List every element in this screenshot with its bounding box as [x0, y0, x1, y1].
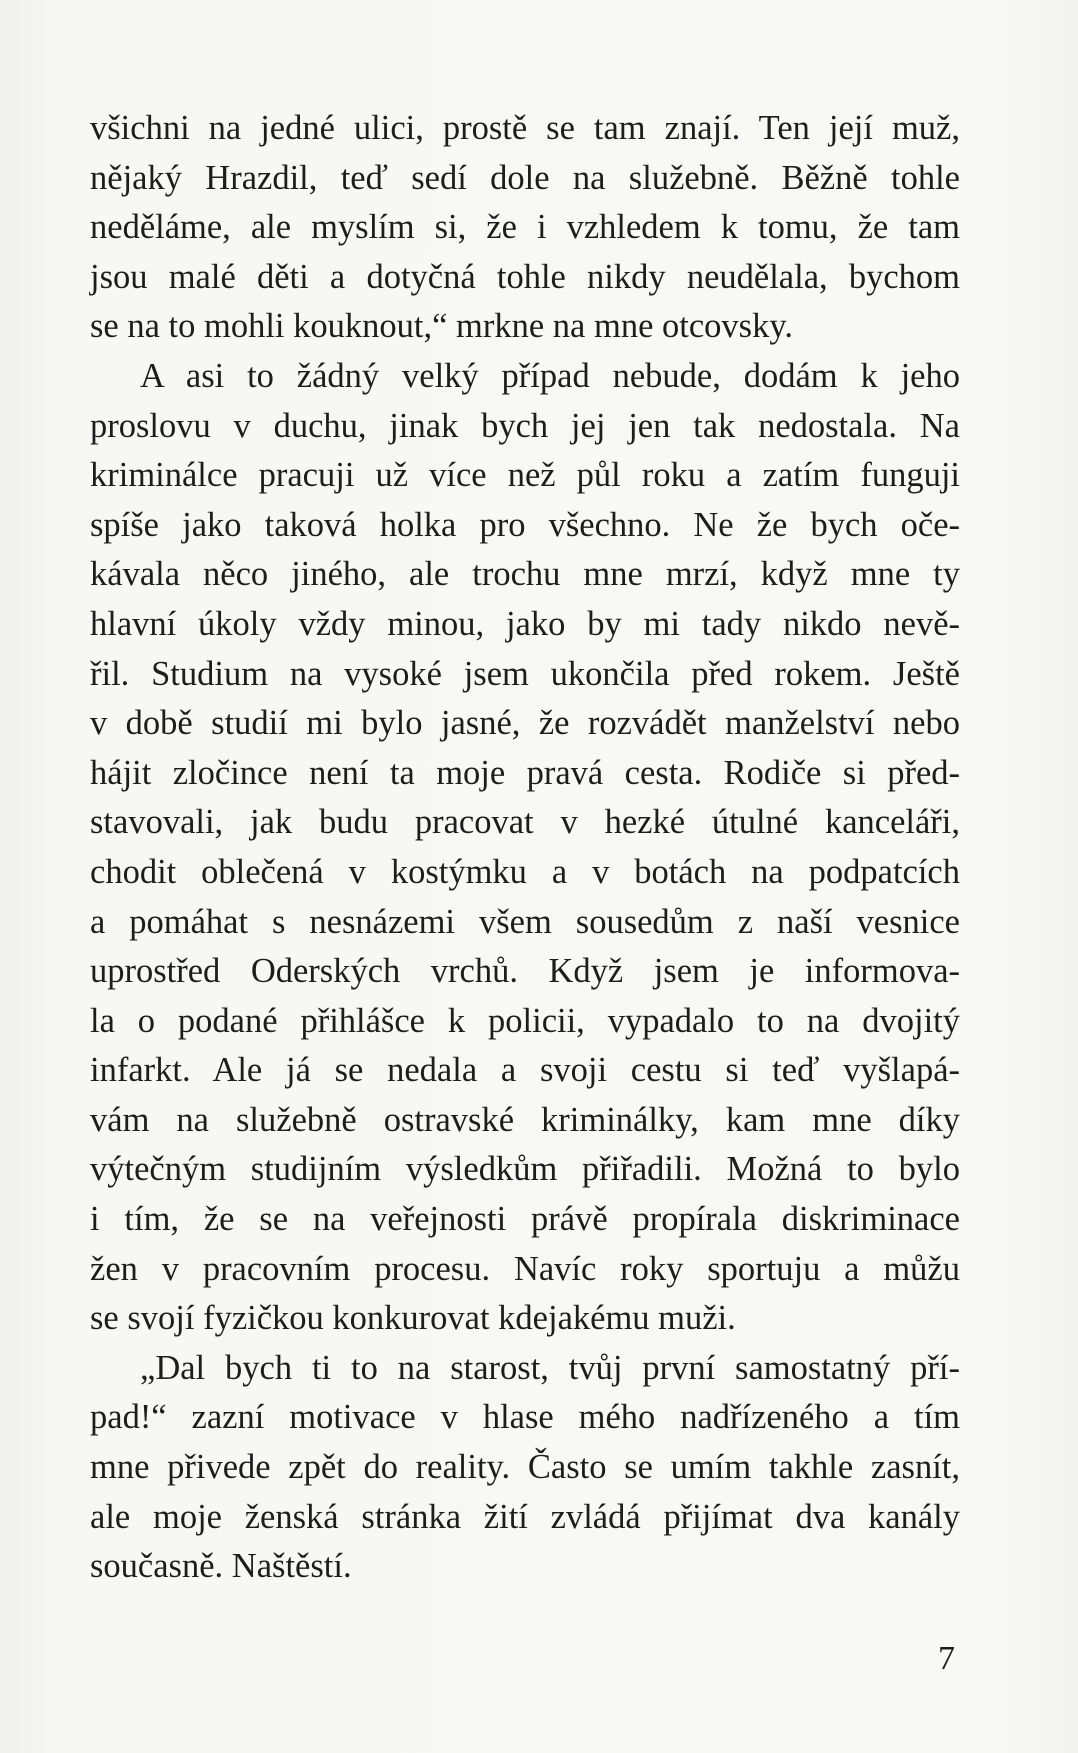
- text-line: žen v pracovním procesu. Navíc roky sportuju a můžu: [90, 1249, 960, 1288]
- text-line: pad!“ zazní motivace v hlase mého nadřízeného a tím: [90, 1398, 960, 1437]
- text-line: neděláme, ale myslím si, že i vzhledem k tomu, že tam: [90, 208, 960, 247]
- text-line: i tím, že se na veřejnosti právě propírala diskriminace: [90, 1200, 960, 1239]
- text-line: „Dal bych ti to na starost, tvůj první samostatný pří-: [140, 1348, 960, 1387]
- text-line: kávala něco jiného, ale trochu mne mrzí, když mne ty: [90, 555, 960, 594]
- text-line: všichni na jedné ulici, prostě se tam znají. Ten její muž,: [90, 109, 960, 147]
- text-line: nějaký Hrazdil, teď sedí dole na služebně. Běžně tohle: [90, 158, 960, 197]
- text-line: v době studií mi bylo jasné, že rozvádět manželství nebo: [90, 704, 960, 743]
- text-line: spíše jako taková holka pro všechno. Ne že bych oče-: [90, 505, 960, 544]
- body-text: [90, 104, 960, 1592]
- text-line: jsou malé děti a dotyčná tohle nikdy neudělala, bychom: [90, 257, 960, 296]
- text-line: proslovu v duchu, jinak bych jej jen tak nedostala. Na: [90, 406, 960, 445]
- text-line: současně. Naštěstí.: [90, 1547, 352, 1586]
- text-line: výtečným studijním výsledkům přiřadili. Možná to bylo: [90, 1150, 960, 1189]
- text-line: uprostřed Oderských vrchů. Když jsem je informova-: [90, 952, 960, 991]
- text-line: A asi to žádný velký případ nebude, dodám k jeho: [140, 356, 960, 395]
- text-line: se na to mohli kouknout,“ mrkne na mne otcovsky.: [90, 307, 793, 346]
- text-line: a pomáhat s nesnázemi všem sousedům z naší vesnice: [90, 902, 960, 941]
- page-number: 7: [938, 1640, 955, 1677]
- text-line: vám na služebně ostravské kriminálky, kam mne díky: [90, 1100, 960, 1139]
- text-line: se svojí fyzičkou konkurovat kdejakému muži.: [90, 1299, 736, 1338]
- text-line: kriminálce pracuji už více než půl roku a zatím funguji: [90, 456, 960, 495]
- text-line: hájit zločince není ta moje pravá cesta. Rodiče si před-: [90, 753, 960, 792]
- text-line: ale moje ženská stránka žití zvládá přijímat dva kanály: [90, 1497, 960, 1536]
- text-line: infarkt. Ale já se nedala a svoji cestu si teď vyšlapá-: [90, 1051, 960, 1090]
- text-line: řil. Studium na vysoké jsem ukončila před rokem. Ještě: [90, 654, 960, 693]
- text-line: mne přivede zpět do reality. Často se umím takhle zasnít,: [90, 1448, 960, 1487]
- text-line: chodit oblečená v kostýmku a v botách na podpatcích: [90, 852, 960, 891]
- text-line: hlavní úkoly vždy minou, jako by mi tady nikdo nevě-: [90, 604, 960, 643]
- text-line: la o podané přihlášce k policii, vypadalo to na dvojitý: [90, 1001, 960, 1040]
- text-line: stavovali, jak budu pracovat v hezké útulné kanceláři,: [90, 803, 960, 842]
